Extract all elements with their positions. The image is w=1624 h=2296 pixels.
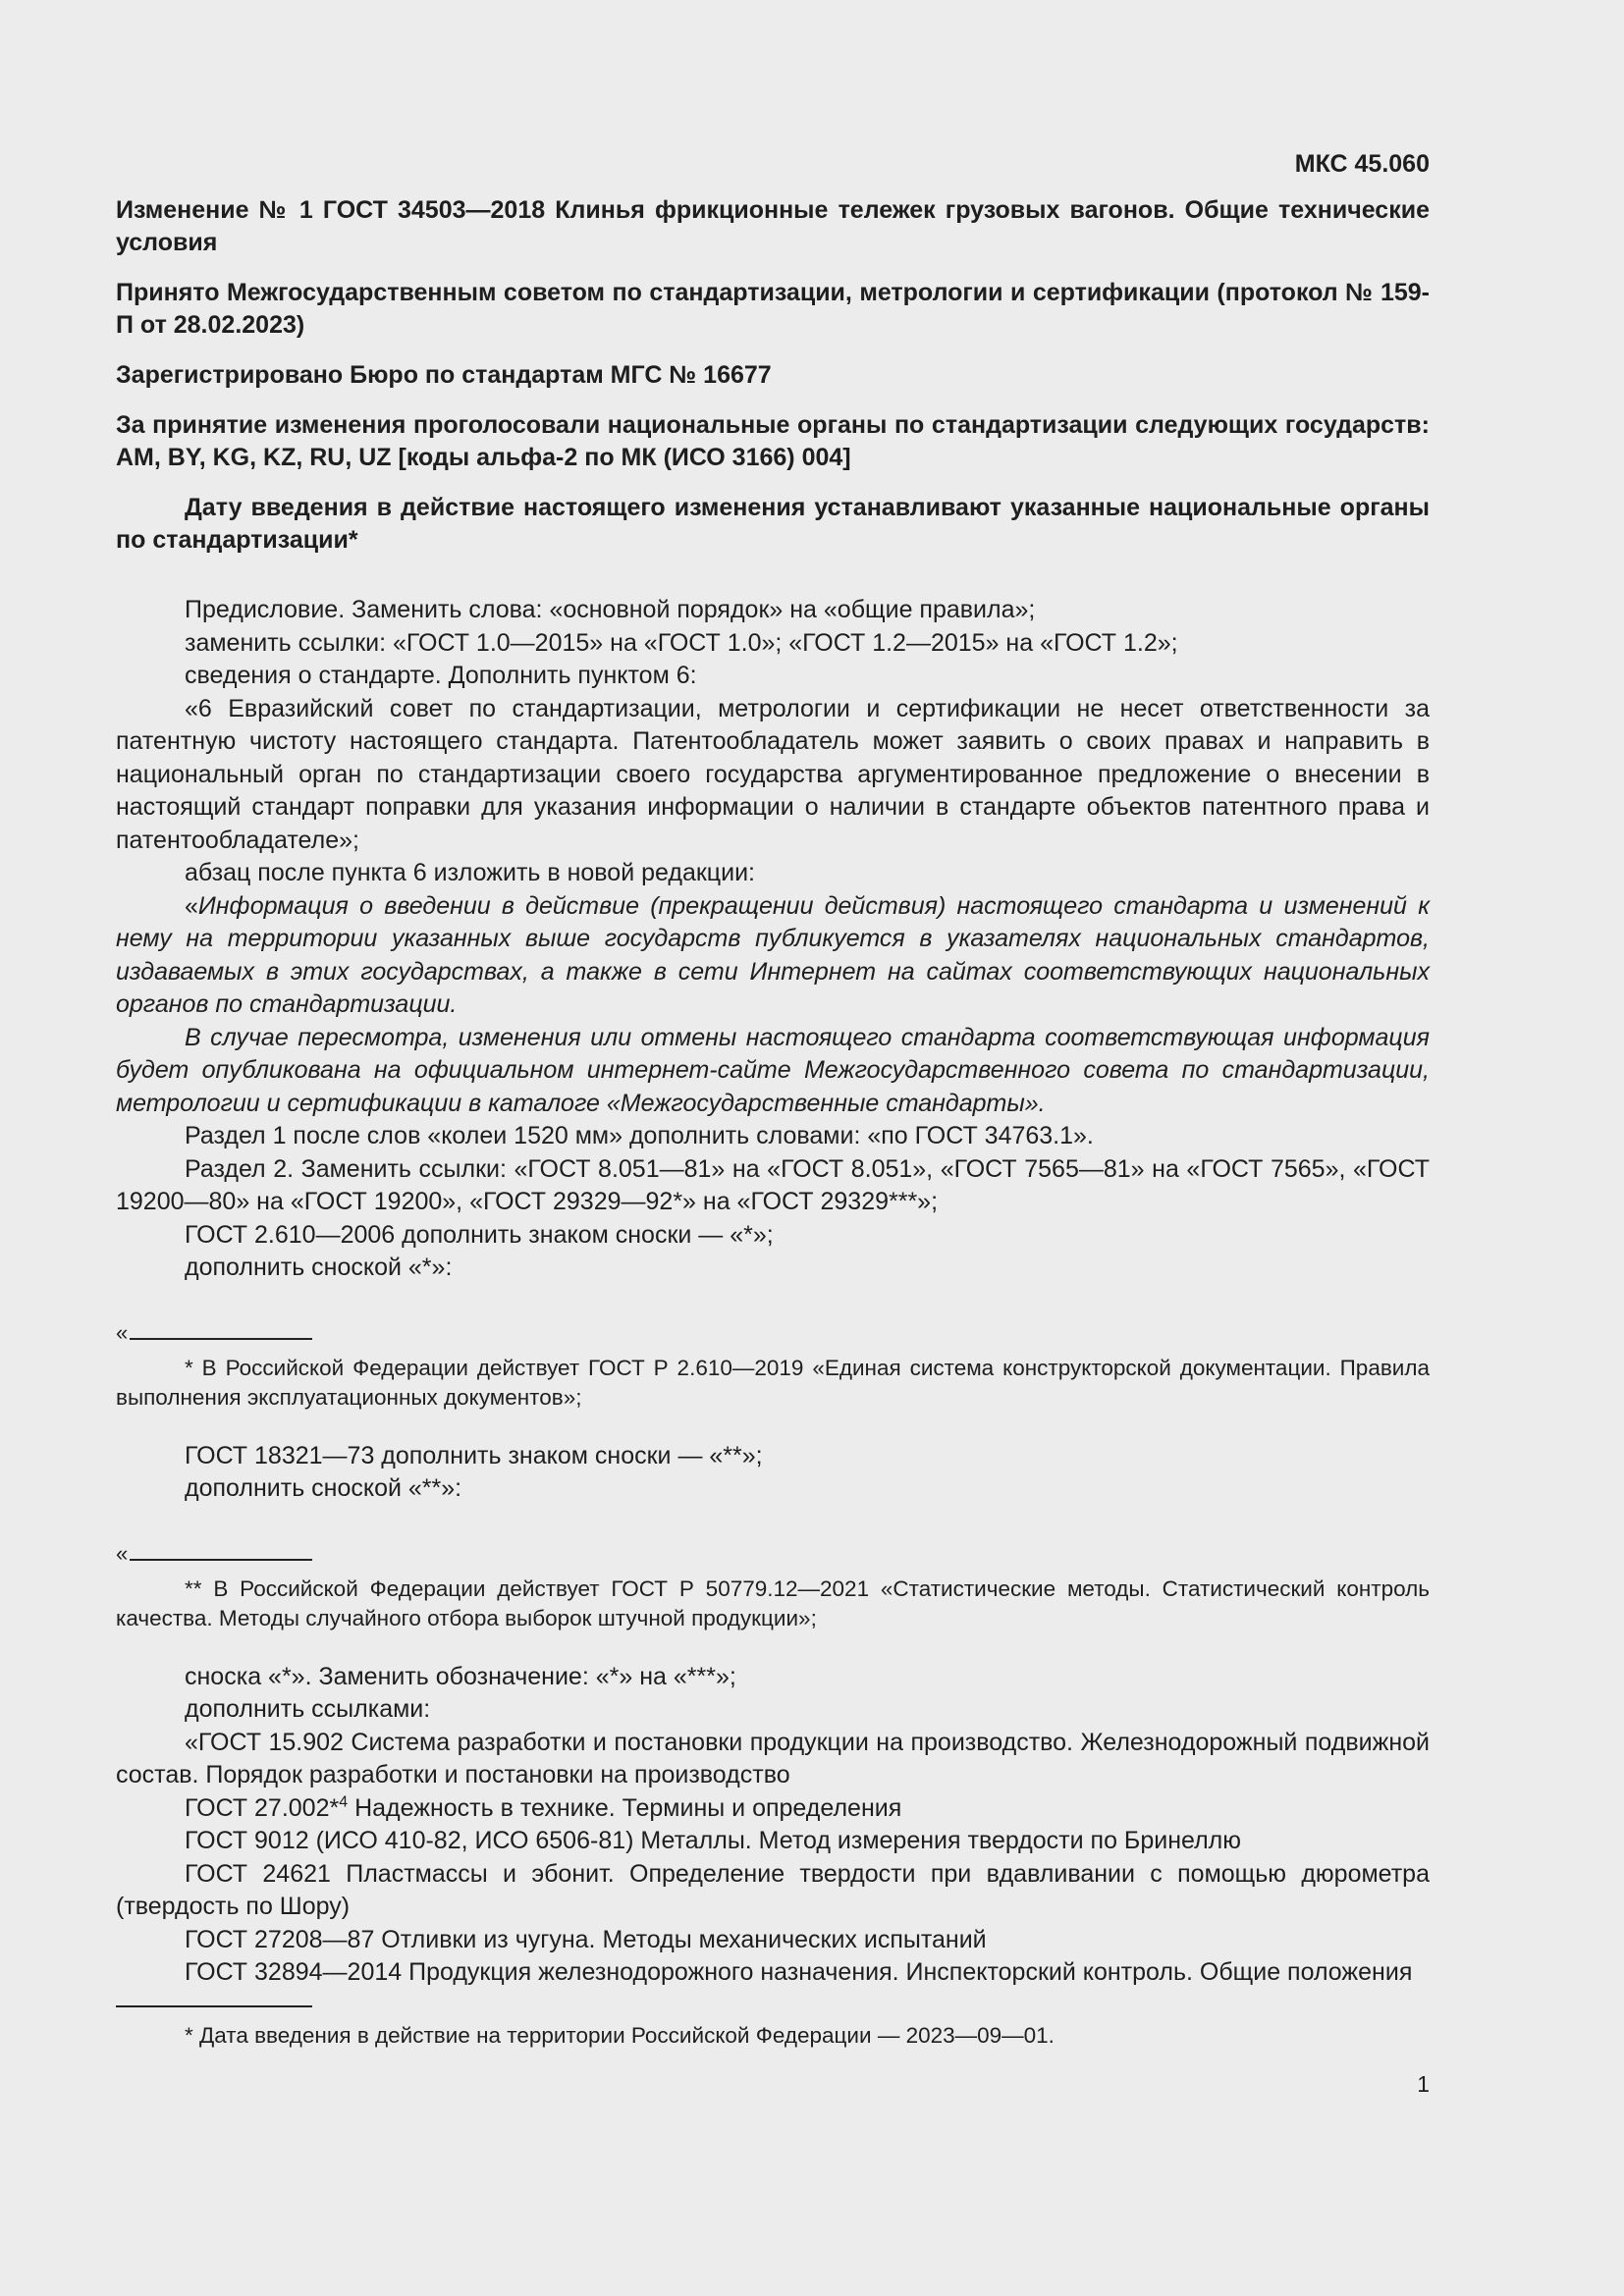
paragraph: ГОСТ 2.610—2006 дополнить знаком сноски — «*»; — [185, 1220, 774, 1249]
paragraph: дополнить сноской «*»: — [185, 1254, 453, 1281]
rule-line — [130, 1338, 312, 1340]
paragraph: абзац после пункта 6 изложить в новой редакции: — [185, 859, 755, 886]
paragraph: сведения о стандарте. Дополнить пунктом 6: — [185, 662, 697, 689]
page-number: 1 — [1417, 2071, 1430, 2097]
paragraph: ГОСТ 9012 (ИСО 410-82, ИСО 6506-81) Металлы. Метод измерения твердости по Бринеллю — [185, 1827, 1242, 1854]
registration-statement: Зарегистрировано Бюро по стандартам МГС № 16677 — [116, 361, 772, 389]
superscript: 4 — [339, 1793, 349, 1811]
amendment-body — [116, 594, 1430, 1990]
paragraph: Раздел 2. Заменить ссылки: «ГОСТ 8.051—81» на «ГОСТ 8.051», «ГОСТ 7565—81» на «ГОСТ 7565», «ГОСТ 19200—80» на «ГОСТ 19200», «ГОСТ 29329—92*» на «ГОСТ 29329***»; — [116, 1154, 1430, 1215]
paragraph: «ГОСТ 15.902 Система разработки и постановки продукции на производство. Железнодорожный подвижной состав. Порядок разработки и постановки на производство — [116, 1728, 1430, 1789]
paragraph: ГОСТ 32894—2014 Продукция железнодорожного назначения. Инспекторский контроль. Общие положения — [185, 1958, 1413, 1986]
voting-statement: За принятие изменения проголосовали национальные органы по стандартизации следующих государств: AM, BY, KG, KZ, RU, UZ [коды альфа-2 по МК (ИСО 3166) 004] — [116, 411, 1430, 471]
document-page — [116, 147, 1430, 2051]
rule-line — [130, 1559, 312, 1561]
adopted-statement: Принято Межгосударственным советом по стандартизации, метрологии и сертификации (протокол № 159-П от 28.02.2023) — [116, 279, 1430, 339]
page-footnote: * Дата введения в действие на территории Российской Федерации — 2023—09—01. — [185, 2022, 1055, 2048]
footnote-rule — [116, 1540, 1430, 1566]
paragraph: ГОСТ 24621 Пластмассы и эбонит. Определение твердости при вдавливании с помощью дюрометра (твердость по Шору) — [116, 1859, 1430, 1920]
quote-mark: « — [185, 891, 198, 920]
paragraph: ГОСТ 18321—73 дополнить знаком сноски — «**»; — [185, 1441, 763, 1469]
paragraph: дополнить ссылками: — [185, 1695, 431, 1723]
footnote-text: ** В Российской Федерации действует ГОСТ Р 50779.12—2021 «Статистические методы. Статистический контроль качества. Методы случайного отбора выборок штучной продукции»; — [116, 1575, 1430, 1630]
footnote-text: * В Российской Федерации действует ГОСТ Р 2.610—2019 «Единая система конструкторской документации. Правила выполнения эксплуатационных документов»; — [116, 1355, 1430, 1410]
paragraph: сноска «*». Заменить обозначение: «*» на «***»; — [185, 1662, 736, 1690]
paragraph: Раздел 1 после слов «колеи 1520 мм» дополнить словами: «по ГОСТ 34763.1». — [185, 1122, 1094, 1149]
paragraph — [116, 1792, 1430, 1826]
paragraph-italic: В случае пересмотра, изменения или отмены настоящего стандарта соответствующая информация будет опубликована на официальном интернет-сайте Межгосударственного совета по стандартизации, метрологии и сертификации в каталоге «Межгосударственные стандарты». — [116, 1023, 1430, 1117]
paragraph: Предисловие. Заменить слова: «основной порядок» на «общие правила»; — [185, 596, 1036, 623]
footnote-separator — [116, 2005, 312, 2007]
quote-mark: « — [116, 1319, 129, 1345]
effective-date-statement: Дату введения в действие настоящего изменения устанавливают указанные национальные органы по стандартизации* — [116, 494, 1430, 554]
reference-code: ГОСТ 27.002* — [185, 1793, 340, 1822]
reference-title: Надежность в технике. Термины и определения — [348, 1793, 902, 1822]
paragraph: дополнить сноской «**»: — [185, 1474, 462, 1502]
inserted-footnote — [116, 1540, 1430, 1633]
paragraph: заменить ссылки: «ГОСТ 1.0—2015» на «ГОСТ 1.0»; «ГОСТ 1.2—2015» на «ГОСТ 1.2»; — [185, 628, 1178, 657]
inserted-footnote — [116, 1319, 1430, 1413]
paragraph-italic — [116, 890, 1430, 1022]
italic-text: Информация о введении в действие (прекращении действия) настоящего стандарта и изменений к нему на территории указанных выше государств публикуется в указателях национальных стандартов, издаваемых в этих государствах, а также в сети Интернет на сайтах соответствующих национальных органов по стандартизации. — [116, 891, 1430, 1018]
document-title: Изменение № 1 ГОСТ 34503—2018 Клинья фрикционные тележек грузовых вагонов. Общие технические условия — [116, 196, 1430, 256]
paragraph: ГОСТ 27208—87 Отливки из чугуна. Методы механических испытаний — [185, 1925, 987, 1953]
quote-mark: « — [116, 1540, 129, 1566]
footnote-rule — [116, 1319, 1430, 1345]
mks-code: МКС 45.060 — [1294, 150, 1430, 178]
paragraph: «6 Евразийский совет по стандартизации, метрологии и сертификации не несет ответственности за патентную чистоту настоящего стандарта. Патентообладатель может заявить о своих правах и направить в национальный орган по стандартизации своего государства аргументированное предложение о внесении в настоящий стандарт поправки для указания информации о наличии в стандарте объектов патентного права и патентообладателе»; — [116, 694, 1430, 854]
